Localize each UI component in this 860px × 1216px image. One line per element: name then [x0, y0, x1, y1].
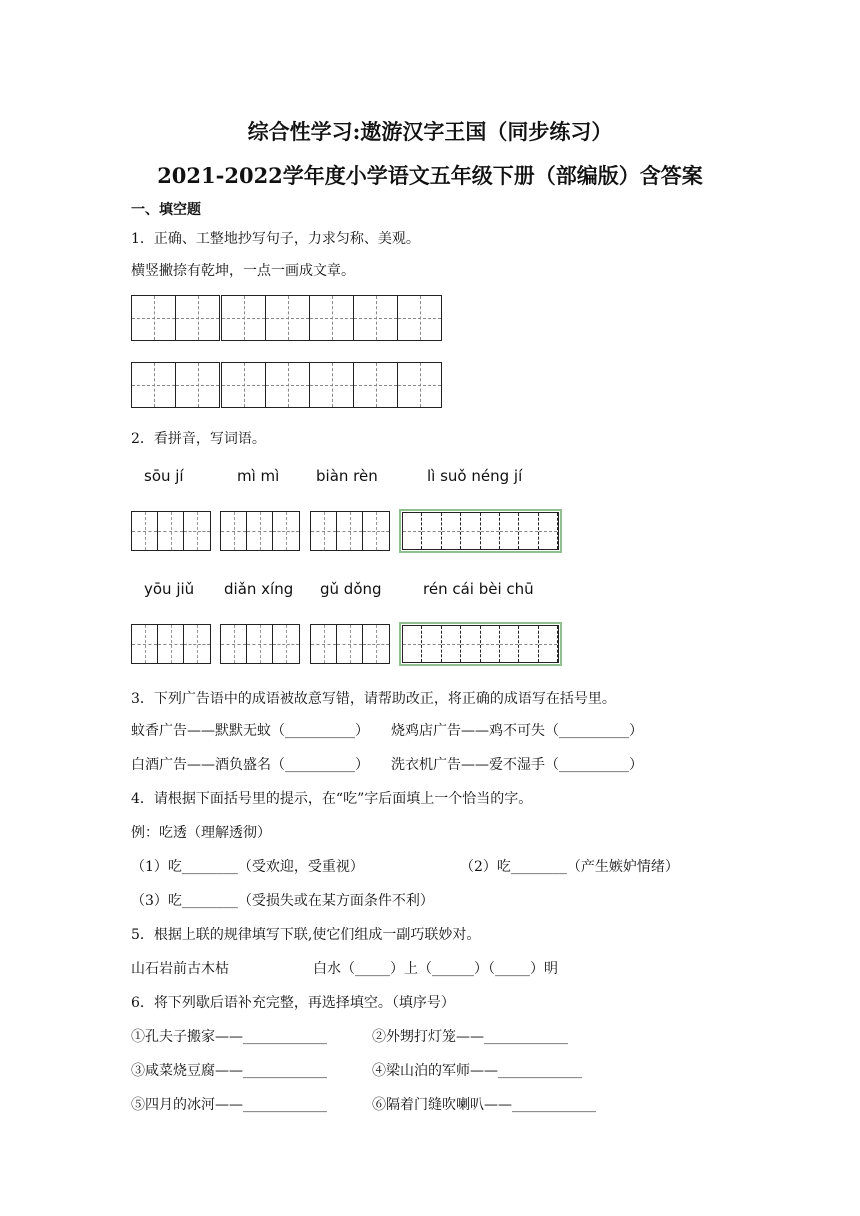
answer-box-4char[interactable]	[399, 509, 562, 553]
q3-item: 蚊香广告——默默无蚊（__________）	[131, 723, 369, 739]
q5-lower-couplet: 白水（_____）上（______）（_____）明	[313, 961, 558, 977]
q1-prompt: 1．正确、工整地抄写句子，力求匀称、美观。	[131, 231, 420, 247]
q6-item: ①孔夫子搬家——____________	[131, 1029, 327, 1045]
pinyin-label: gǔ dǒng	[320, 580, 382, 598]
grid-cell[interactable]	[353, 362, 398, 408]
q6-prompt: 6．将下列歇后语补充完整，再选择填空。（填序号）	[131, 995, 455, 1011]
q6-item: ⑤四月的冰河——____________	[131, 1097, 327, 1113]
q2-prompt: 2．看拼音，写词语。	[131, 431, 266, 447]
q6-item: ②外甥打灯笼——____________	[372, 1029, 568, 1045]
answer-box-2char[interactable]	[310, 511, 390, 551]
q3-item: 烧鸡店广告——鸡不可失（__________）	[391, 723, 643, 739]
pinyin-label: diǎn xíng	[224, 580, 294, 598]
grid-cell[interactable]	[397, 362, 442, 408]
q5-upper-couplet: 山石岩前古木枯	[131, 961, 229, 977]
q4-item: （2）吃________（产生嫉妒情绪）	[460, 859, 679, 875]
q1-sentence: 横竖撇捺有乾坤，一点一画成文章。	[131, 263, 355, 279]
grid-cell[interactable]	[175, 295, 220, 341]
grid-cell[interactable]	[309, 362, 354, 408]
q5-prompt: 5．根据上联的规律填写下联,使它们组成一副巧联妙对。	[131, 927, 481, 943]
q3-item: 洗衣机广告——爱不湿手（__________）	[391, 757, 643, 773]
pinyin-label: rén cái bèi chū	[423, 580, 534, 598]
grid-cell[interactable]	[353, 295, 398, 341]
pinyin-label: sōu jí	[144, 467, 184, 485]
grid-cell[interactable]	[131, 362, 176, 408]
answer-box-4char[interactable]	[399, 622, 562, 666]
answer-box-2char[interactable]	[220, 511, 300, 551]
q6-item: ③咸菜烧豆腐——____________	[131, 1063, 327, 1079]
pinyin-label: biàn rèn	[316, 467, 378, 485]
section-heading: 一、填空题	[131, 202, 201, 218]
q3-item: 白酒广告——酒负盛名（__________）	[131, 757, 369, 773]
grid-cell[interactable]	[221, 295, 266, 341]
pinyin-label: yōu jiǔ	[144, 580, 195, 598]
q4-example: 例：吃透（理解透彻）	[131, 825, 271, 841]
grid-cell[interactable]	[221, 362, 266, 408]
q4-item: （3）吃________（受损失或在某方面条件不利）	[131, 893, 434, 909]
document-title: 综合性学习:遨游汉字王国（同步练习）	[247, 119, 613, 144]
grid-cell[interactable]	[265, 295, 310, 341]
grid-cell[interactable]	[175, 362, 220, 408]
grid-cell[interactable]	[397, 295, 442, 341]
pinyin-label: mì mì	[237, 467, 280, 485]
grid-cell[interactable]	[309, 295, 354, 341]
pinyin-label: lì suǒ néng jí	[427, 467, 523, 485]
writing-grid-row-1[interactable]	[131, 295, 441, 341]
writing-grid-row-2[interactable]	[131, 362, 441, 408]
answer-box-2char[interactable]	[310, 624, 390, 664]
answer-box-2char[interactable]	[131, 511, 211, 551]
q3-prompt: 3．下列广告语中的成语被故意写错，请帮助改正，将正确的成语写在括号里。	[131, 691, 616, 707]
q4-item: （1）吃________（受欢迎，受重视）	[131, 859, 364, 875]
q6-item: ⑥隔着门缝吹喇叭——____________	[372, 1097, 596, 1113]
grid-cell[interactable]	[265, 362, 310, 408]
answer-box-2char[interactable]	[220, 624, 300, 664]
q4-prompt: 4．请根据下面括号里的提示，在“吃”字后面填上一个恰当的字。	[131, 791, 533, 807]
q6-item: ④梁山泊的军师——____________	[372, 1063, 582, 1079]
grid-cell[interactable]	[131, 295, 176, 341]
document-subtitle: 2021-2022学年度小学语文五年级下册（部编版）含答案	[157, 163, 703, 188]
answer-box-2char[interactable]	[131, 624, 211, 664]
